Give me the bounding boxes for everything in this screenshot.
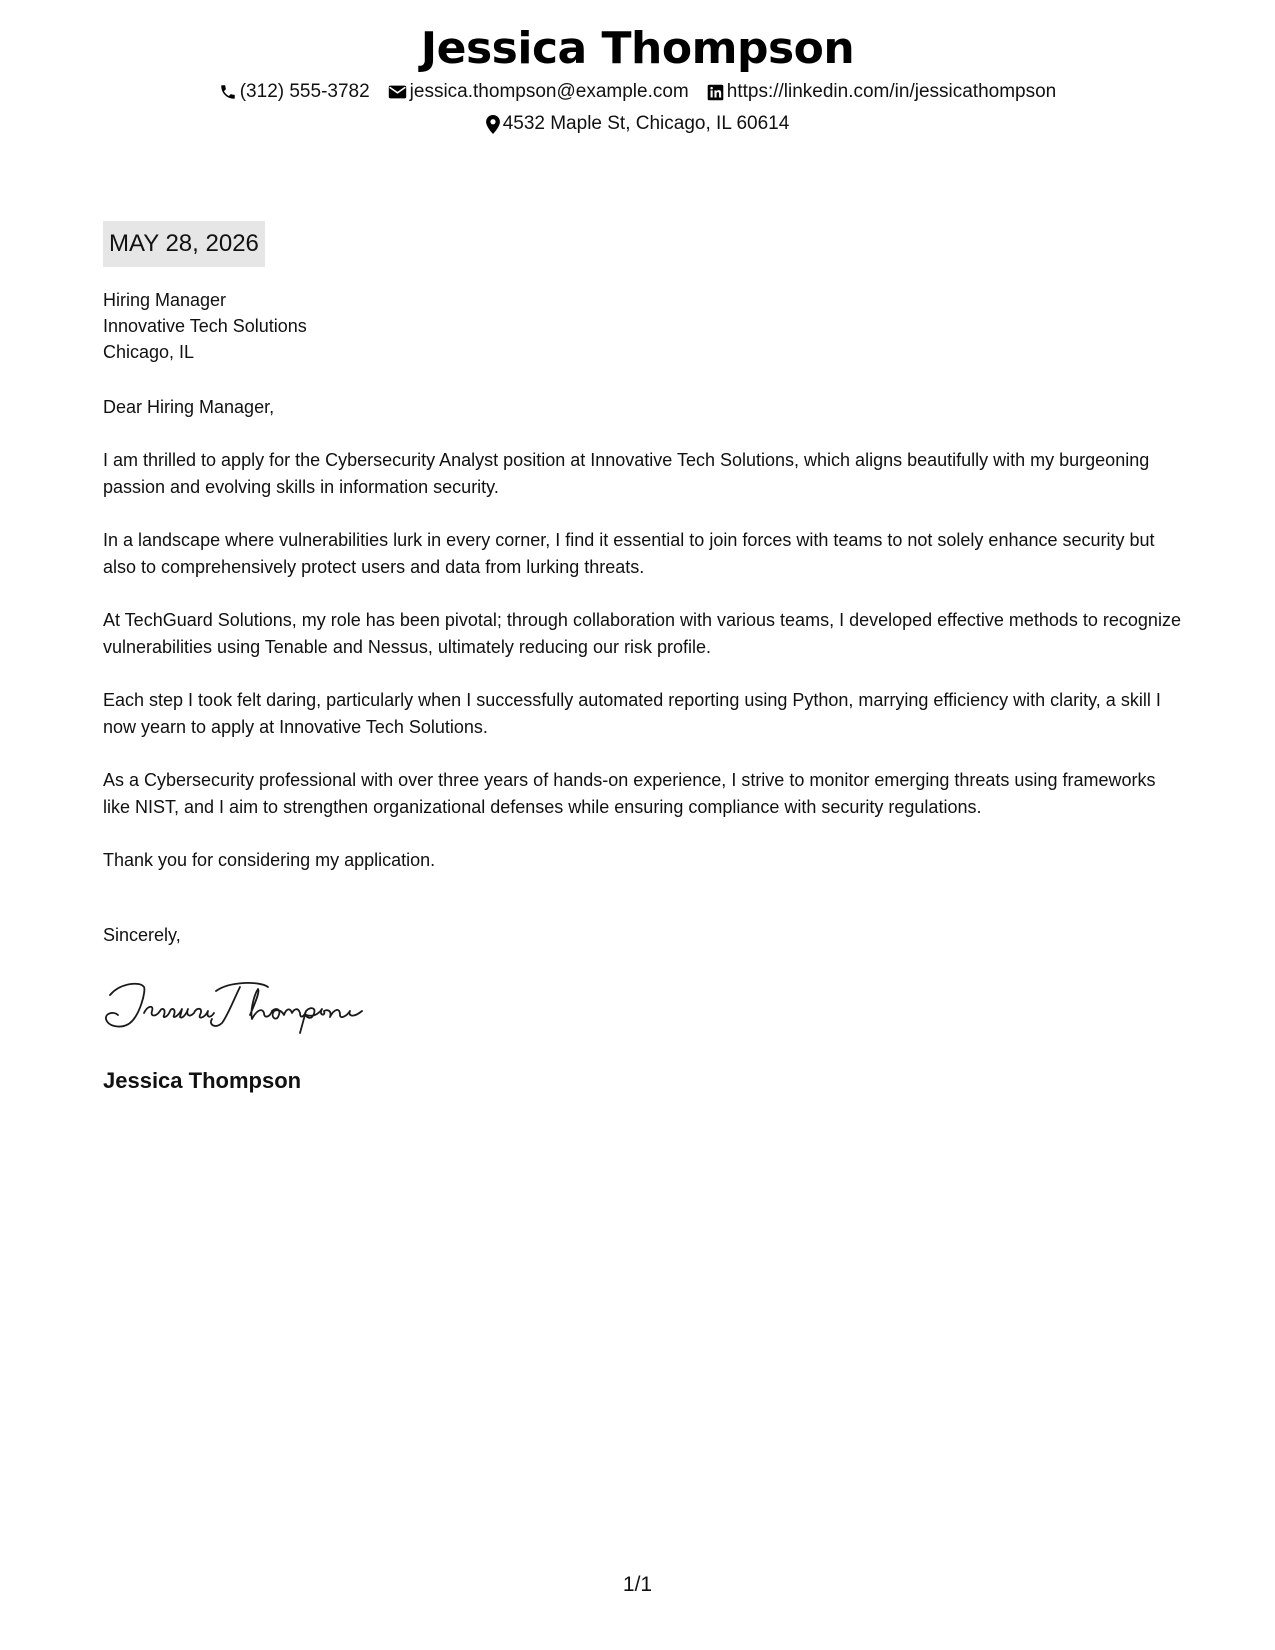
body-paragraph: As a Cybersecurity professional with over three years of hands-on experience, I strive to monitor emerging threats using frameworks like NIST, and I aim to strengthen organizational defenses while ensuring compliance with security regulations. — [103, 770, 1156, 817]
recipient-block — [103, 287, 307, 365]
envelope-icon — [388, 84, 407, 100]
body-paragraph: Thank you for considering my application. — [103, 850, 436, 870]
phone-icon — [219, 83, 237, 101]
letter-date: MAY 28, 2026 — [103, 221, 265, 267]
contact-row — [0, 78, 1275, 106]
phone-text: (312) 555-3782 — [239, 81, 370, 102]
body-paragraph: In a landscape where vulnerabilities lurk in every corner, I find it essential to join forces with teams to not solely enhance security but also to comprehensively protect users and data from lurking threats. — [103, 530, 1155, 577]
contact-linkedin[interactable] — [707, 78, 1057, 106]
applicant-name: Jessica Thompson — [420, 23, 855, 74]
closing: Sincerely, — [103, 925, 181, 945]
handwritten-signature — [100, 975, 370, 1035]
signer-name: Jessica Thompson — [103, 1068, 302, 1093]
contact-email[interactable] — [388, 78, 689, 106]
linkedin-icon — [707, 84, 724, 101]
recipient-company: Innovative Tech Solutions — [103, 316, 307, 336]
body-paragraph: At TechGuard Solutions, my role has been pivotal; through collaboration with various teams, I developed effective methods to recognize vulnerabilities using Tenable and Nessus, ultimately reducing our risk profile. — [103, 610, 1181, 657]
letter-header — [0, 22, 1275, 138]
recipient-location: Chicago, IL — [103, 342, 195, 362]
salutation: Dear Hiring Manager, — [103, 397, 275, 417]
linkedin-link[interactable]: https://linkedin.com/in/jessicathompson — [726, 81, 1057, 102]
recipient-title: Hiring Manager — [103, 290, 227, 310]
letter-body — [103, 394, 1183, 900]
body-paragraph: Each step I took felt daring, particularly when I successfully automated reporting using Python, marrying efficiency with clarity, a skill I now yearn to apply at Innovative Tech Solutions. — [103, 690, 1161, 737]
map-marker-icon — [486, 115, 500, 134]
body-paragraph: I am thrilled to apply for the Cybersecurity Analyst position at Innovative Tech Solutions, which aligns beautifully with my burgeoning passion and evolving skills in information security. — [103, 450, 1150, 497]
contact-phone — [219, 78, 370, 106]
page-number: 1/1 — [622, 1573, 653, 1596]
address-row — [0, 110, 1275, 138]
address-text: 4532 Maple St, Chicago, IL 60614 — [502, 113, 790, 134]
email-link[interactable]: jessica.thompson@example.com — [409, 81, 689, 102]
contact-address — [486, 110, 790, 138]
